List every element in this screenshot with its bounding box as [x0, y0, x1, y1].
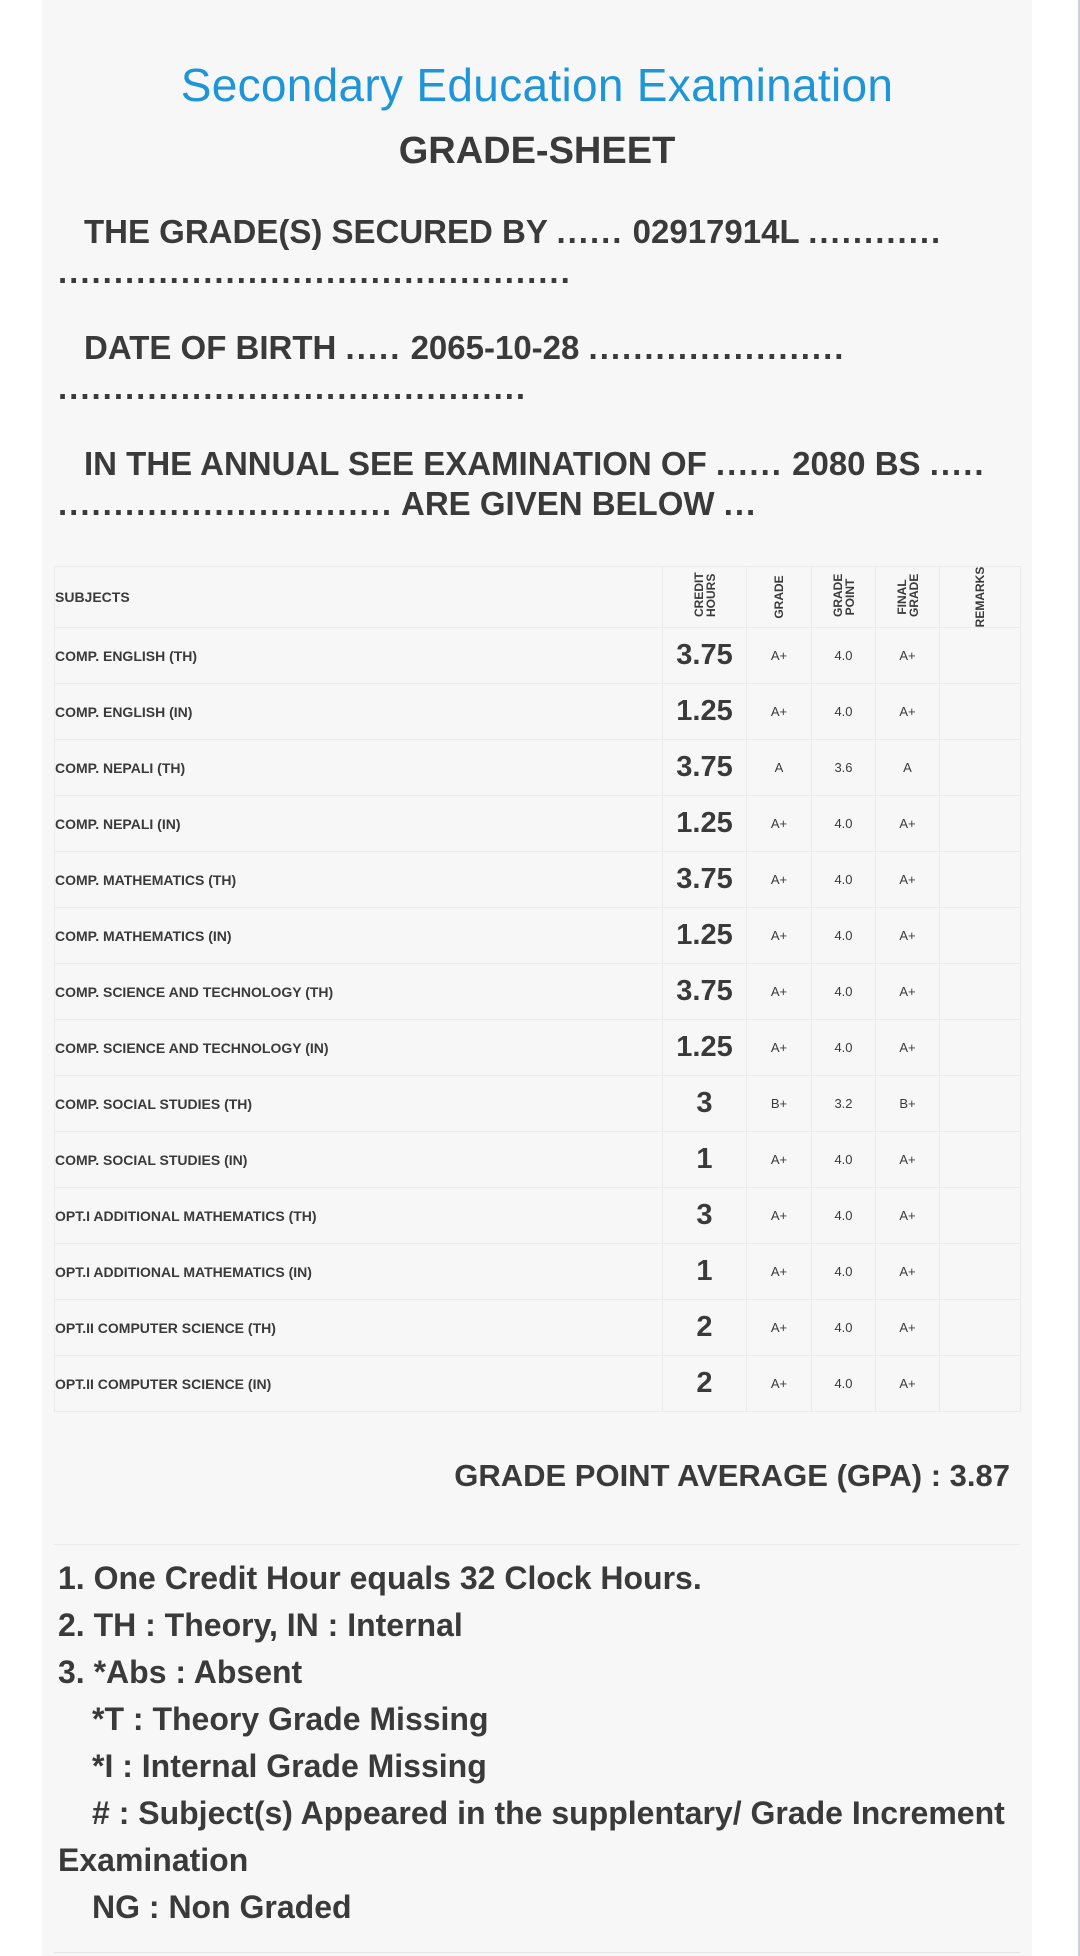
table-row: [55, 684, 1021, 740]
final-grade: A+: [876, 964, 940, 1020]
table-row: [55, 1132, 1021, 1188]
exam-year: 2080 BS: [792, 445, 921, 482]
credit-hours: 2: [663, 1356, 747, 1412]
grade-point: 4.0: [812, 1132, 876, 1188]
table-row: [55, 1300, 1021, 1356]
subject-name: OPT.II COMPUTER SCIENCE (TH): [55, 1300, 663, 1356]
grade: A+: [747, 964, 812, 1020]
note-item: # : Subject(s) Appeared in the supplentary/ Grade Increment: [92, 1795, 1005, 1831]
grade: A+: [747, 796, 812, 852]
grade-point: 4.0: [812, 908, 876, 964]
credit-hours: 1.25: [663, 1020, 747, 1076]
credit-hours: 2: [663, 1300, 747, 1356]
exam-line: IN THE ANNUAL SEE EXAMINATION OF ...... 2080 BS ..... .............................. ARE GIVEN BELOW ...: [58, 445, 986, 522]
grade-point-header: GRADE POINT: [812, 567, 876, 628]
grade: A+: [747, 1020, 812, 1076]
credit-hours: 1: [663, 1244, 747, 1300]
remarks: [940, 740, 1021, 796]
final-grade: A+: [876, 628, 940, 684]
subject-name: COMP. ENGLISH (TH): [55, 628, 663, 684]
note-item: 2. TH : Theory, IN : Internal: [58, 1607, 463, 1643]
dob-label: DATE OF BIRTH: [84, 329, 337, 366]
credit-hours-header: CREDIT HOURS: [663, 567, 747, 628]
subject-name: COMP. MATHEMATICS (TH): [55, 852, 663, 908]
table-row: [55, 1076, 1021, 1132]
grade: A+: [747, 1244, 812, 1300]
final-grade: A+: [876, 908, 940, 964]
remarks: [940, 1356, 1021, 1412]
subject-name: COMP. SCIENCE AND TECHNOLOGY (TH): [55, 964, 663, 1020]
note-item: 1. One Credit Hour equals 32 Clock Hours.: [58, 1560, 702, 1596]
subject-name: OPT.I ADDITIONAL MATHEMATICS (IN): [55, 1244, 663, 1300]
remarks: [940, 1188, 1021, 1244]
grade-sheet-heading: GRADE-SHEET: [398, 130, 676, 172]
subject-name: OPT.I ADDITIONAL MATHEMATICS (TH): [55, 1188, 663, 1244]
final-grade: A+: [876, 1356, 940, 1412]
table-row: [55, 1020, 1021, 1076]
credit-hours: 1.25: [663, 796, 747, 852]
exam-suffix: ARE GIVEN BELOW: [401, 485, 715, 522]
grade-point: 3.6: [812, 740, 876, 796]
credit-hours: 3.75: [663, 740, 747, 796]
note-item: *I : Internal Grade Missing: [92, 1748, 487, 1784]
final-grade: A+: [876, 1132, 940, 1188]
subject-name: COMP. ENGLISH (IN): [55, 684, 663, 740]
credit-hours: 1.25: [663, 908, 747, 964]
note-item: 3. *Abs : Absent: [58, 1654, 303, 1690]
grade-point: 4.0: [812, 684, 876, 740]
exam-label: IN THE ANNUAL SEE EXAMINATION OF: [84, 445, 707, 482]
remarks-header: REMARKS: [940, 567, 1021, 628]
remarks: [940, 628, 1021, 684]
grade: A+: [747, 852, 812, 908]
credit-hours: 3: [663, 1076, 747, 1132]
grade-point: 4.0: [812, 1300, 876, 1356]
credit-hours: 3.75: [663, 964, 747, 1020]
remarks: [940, 1244, 1021, 1300]
table-row: [55, 852, 1021, 908]
grade: A+: [747, 1188, 812, 1244]
remarks: [940, 908, 1021, 964]
grade: A+: [747, 684, 812, 740]
table-row: [55, 908, 1021, 964]
grade-point: 4.0: [812, 1244, 876, 1300]
table-row: [55, 628, 1021, 684]
grade: B+: [747, 1076, 812, 1132]
grade-point: 4.0: [812, 628, 876, 684]
final-grade: A+: [876, 684, 940, 740]
table-row: [55, 1188, 1021, 1244]
remarks: [940, 796, 1021, 852]
subject-name: COMP. NEPALI (TH): [55, 740, 663, 796]
grade-point: 4.0: [812, 964, 876, 1020]
subject-name: COMP. SOCIAL STUDIES (IN): [55, 1132, 663, 1188]
grade-point: 4.0: [812, 1020, 876, 1076]
grade: A+: [747, 628, 812, 684]
grade-point: 3.2: [812, 1076, 876, 1132]
dob-line: DATE OF BIRTH ..... 2065-10-28 ....................... ..........................................: [58, 329, 846, 406]
credit-hours: 3: [663, 1188, 747, 1244]
grades-table: [54, 566, 1021, 1412]
remarks: [940, 1020, 1021, 1076]
final-grade: A+: [876, 1188, 940, 1244]
final-grade: B+: [876, 1076, 940, 1132]
subject-name: COMP. SOCIAL STUDIES (TH): [55, 1076, 663, 1132]
remarks: [940, 684, 1021, 740]
remarks: [940, 1300, 1021, 1356]
subject-name: COMP. NEPALI (IN): [55, 796, 663, 852]
table-row: [55, 1356, 1021, 1412]
grade-header: GRADE: [747, 567, 812, 628]
divider: [54, 1952, 1020, 1953]
note-item: NG : Non Graded: [92, 1889, 352, 1925]
grade: A+: [747, 1132, 812, 1188]
final-grade: A: [876, 740, 940, 796]
subject-name: OPT.II COMPUTER SCIENCE (IN): [55, 1356, 663, 1412]
credit-hours: 3.75: [663, 628, 747, 684]
table-row: [55, 964, 1021, 1020]
exam-title: Secondary Education Examination: [180, 59, 894, 111]
gpa-summary: GRADE POINT AVERAGE (GPA) : 3.87: [454, 1458, 1010, 1493]
secured-by-label: THE GRADE(S) SECURED BY: [84, 213, 548, 250]
table-row: [55, 1244, 1021, 1300]
secured-by-line: THE GRADE(S) SECURED BY ...... 02917914L ............ ..............................................: [58, 213, 943, 290]
final-grade-header: FINAL GRADE: [876, 567, 940, 628]
note-item: Examination: [58, 1842, 249, 1878]
grade: A+: [747, 908, 812, 964]
grade: A+: [747, 1356, 812, 1412]
grade-point: 4.0: [812, 852, 876, 908]
grade: A+: [747, 1300, 812, 1356]
table-row: [55, 740, 1021, 796]
remarks: [940, 1076, 1021, 1132]
symbol-number: 02917914L: [632, 213, 800, 250]
credit-hours: 1.25: [663, 684, 747, 740]
subject-name: COMP. MATHEMATICS (IN): [55, 908, 663, 964]
dob-value: 2065-10-28: [410, 329, 580, 366]
final-grade: A+: [876, 852, 940, 908]
final-grade: A+: [876, 1020, 940, 1076]
remarks: [940, 1132, 1021, 1188]
final-grade: A+: [876, 1244, 940, 1300]
note-item: *T : Theory Grade Missing: [92, 1701, 489, 1737]
table-header-row: [55, 567, 1021, 628]
grade-point: 4.0: [812, 1188, 876, 1244]
final-grade: A+: [876, 1300, 940, 1356]
grade: A: [747, 740, 812, 796]
credit-hours: 1: [663, 1132, 747, 1188]
notes-section: [58, 1555, 1018, 1931]
grade-point: 4.0: [812, 796, 876, 852]
grade-point: 4.0: [812, 1356, 876, 1412]
subjects-header: SUBJECTS: [55, 567, 663, 628]
divider: [54, 1544, 1020, 1545]
grade-sheet: [42, 0, 1032, 1956]
remarks: [940, 852, 1021, 908]
table-row: [55, 796, 1021, 852]
final-grade: A+: [876, 796, 940, 852]
subject-name: COMP. SCIENCE AND TECHNOLOGY (IN): [55, 1020, 663, 1076]
credit-hours: 3.75: [663, 852, 747, 908]
remarks: [940, 964, 1021, 1020]
